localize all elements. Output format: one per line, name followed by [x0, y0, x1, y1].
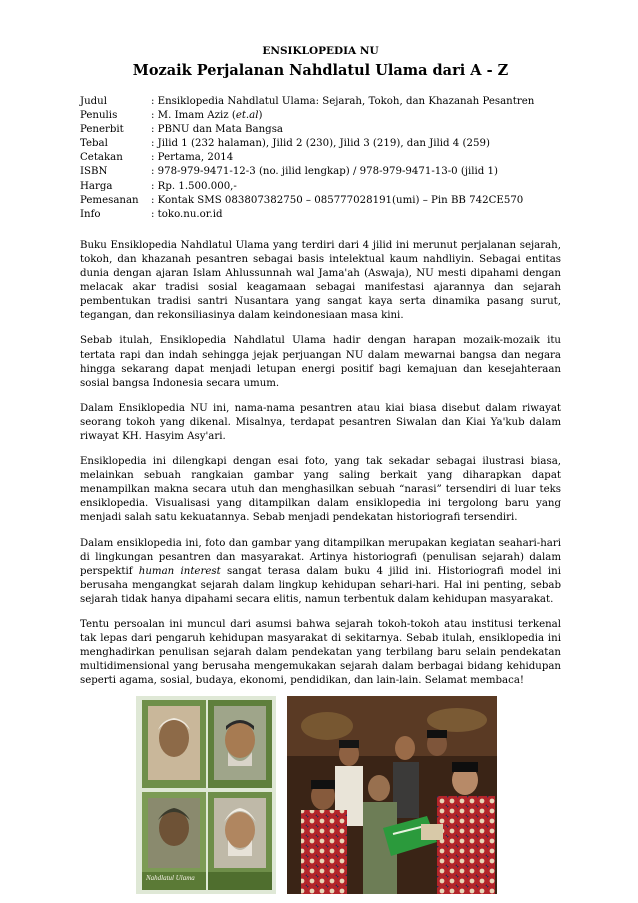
paragraph-5-part-a: Dalam ensiklopedia ini, foto dan gambar yang ditampilkan merupakan kegiatan seahari-hari di lingkungan pesantren dan masyarakat. Artinya historiografi (penulisan sejarah) dalam perspektif [80, 537, 561, 577]
meta-value-judul: : Ensiklopedia Nahdlatul Ulama: Sejarah, Tokoh, dan Khazanah Pesantren [151, 96, 535, 107]
meta-value-isbn: : 978-979-9471-12-3 (no. jilid lengkap) / 978-979-9471-13-0 (jilid 1) [151, 166, 499, 178]
meta-value-penerbit: : PBNU dan Mata Bangsa [151, 124, 283, 136]
meta-value-info: : toko.nu.or.id [151, 208, 223, 220]
document-kicker: ENSIKLOPEDIA NU [262, 45, 379, 57]
paragraph-3: Dalam Ensiklopedia NU ini, nama-nama pesantren atau kiai biasa disebut dalam riwayat seorang tokoh yang dikenal. Misalnya, terdapat pesantren Siwalan dan Kiai Ya'kub dalam riwayat KH. Hasyim Asy'ari. [80, 402, 561, 442]
meta-key-info: Info [80, 208, 101, 220]
meta-value-penulis [151, 109, 561, 123]
meta-value-penulis-etal: et.al [235, 110, 259, 122]
meta-key-harga: Harga [80, 180, 113, 192]
meta-value-penulis-suffix: ) [258, 110, 263, 122]
book-volumes-photo [136, 696, 276, 894]
paragraph-4: Ensiklopedia ini dilengkapi dengan esai foto, yang tak sekadar sebagai ilustrasi biasa, melainkan sebuah rangkaian gambar yang saling berkait yang diharapkan dapat menampilkan makna secara utuh dan menghasilkan sebuah “narasi” tersendiri di luar teks ensiklopedia. Visualisasi yang ditampilkan dalam ensiklopedia ini tergolong baru yang menjadi salah satu kekuatannya. Sebab menjadi pendekatan historiografi tersendiri. [80, 456, 561, 524]
launch-event-photo [287, 696, 497, 894]
meta-value-penulis-prefix: : M. Imam Aziz ( [151, 110, 236, 122]
paragraph-5 [80, 537, 561, 607]
document-page [80, 44, 561, 699]
book-metadata [80, 95, 561, 222]
book-volumes-illustration [136, 696, 276, 894]
paragraph-2: Sebab itulah, Ensiklopedia Nahdlatul Ulama hadir dengan harapan mozaik-mozaik itu tertata rapi dan indah sehingga jejak perjuangan NU dalam mewarnai bangsa dan negara hingga sekarang dapat menjadi letupan energi positif bagi kemajuan dan kesejahteraan sosial bangsa Indonesia secara umum. [80, 335, 561, 389]
photo-row [136, 696, 496, 894]
meta-value-cetakan: : Pertama, 2014 [151, 152, 234, 164]
paragraph-1: Buku Ensiklopedia Nahdlatul Ulama yang terdiri dari 4 jilid ini merunut perjalanan sejarah, tokoh, dan khazanah pesantren sebagai basis intelektual kaum nahdliyin. Sebagai entitas dunia dengan ajaran Islam Ahlussunnah wal Jama'ah (Aswaja), NU mesti dipahami dengan melacak akar tradisi sosial keagamaan sebagai manifestasi ajarannya dan sejarah pembentukan tradisi santri Nusantara yang sangat kaya serta dinamika pasang surut, tegangan, dan rekonsiliasinya dalam keindonesiaan masa kini. [80, 239, 561, 322]
paragraph-5-part-b: sangat terasa dalam buku 4 jilid ini. Historiografi model ini berusaha mengangkat sejarah dalam lingkup kehidupan sehari-hari. Hal ini penting, sebab sejarah tidak hanya dipahami secara elitis, namun terbentuk dalam kehidupan masyarakat. [80, 565, 561, 605]
meta-key-tebal: Tebal [80, 138, 108, 150]
meta-key-judul: Judul [80, 96, 107, 107]
meta-key-cetakan: Cetakan [80, 152, 123, 164]
book-cover-title: Nahdlatul Ulama [146, 874, 195, 882]
meta-value-harga: : Rp. 1.500.000,- [151, 180, 237, 192]
launch-event-illustration [287, 696, 497, 894]
meta-key-isbn: ISBN [80, 166, 108, 178]
meta-value-pemesanan: : Kontak SMS 083807382750 – 085777028191(umi) – Pin BB 742CE570 [151, 194, 524, 206]
paragraph-6: Tentu persoalan ini muncul dari asumsi bahwa sejarah tokoh-tokoh atau institusi terkenal tak lepas dari pengaruh kehidupan masyarakat di sekitarnya. Sebab itulah, ensiklopedia ini menghadirkan penulisan sejarah dalam pendekatan yang terbilang baru selain pendekatan multidimensional yang berusaha mengemukakan sejarah dalam berbagai bidang kehidupan seperti agama, sosial, budaya, ekonomi, pendidikan, dan lain-lain. Selamat membaca! [80, 619, 561, 687]
meta-key-penerbit: Penerbit [80, 124, 124, 136]
meta-key-pemesanan: Pemesanan [80, 194, 139, 206]
paragraph-5-emphasis: human interest [138, 565, 221, 577]
document-title: Mozaik Perjalanan Nahdlatul Ulama dari A - Z [132, 62, 509, 79]
meta-key-penulis: Penulis [80, 110, 118, 122]
meta-value-tebal: : Jilid 1 (232 halaman), Jilid 2 (230), Jilid 3 (219), dan Jilid 4 (259) [151, 138, 490, 150]
